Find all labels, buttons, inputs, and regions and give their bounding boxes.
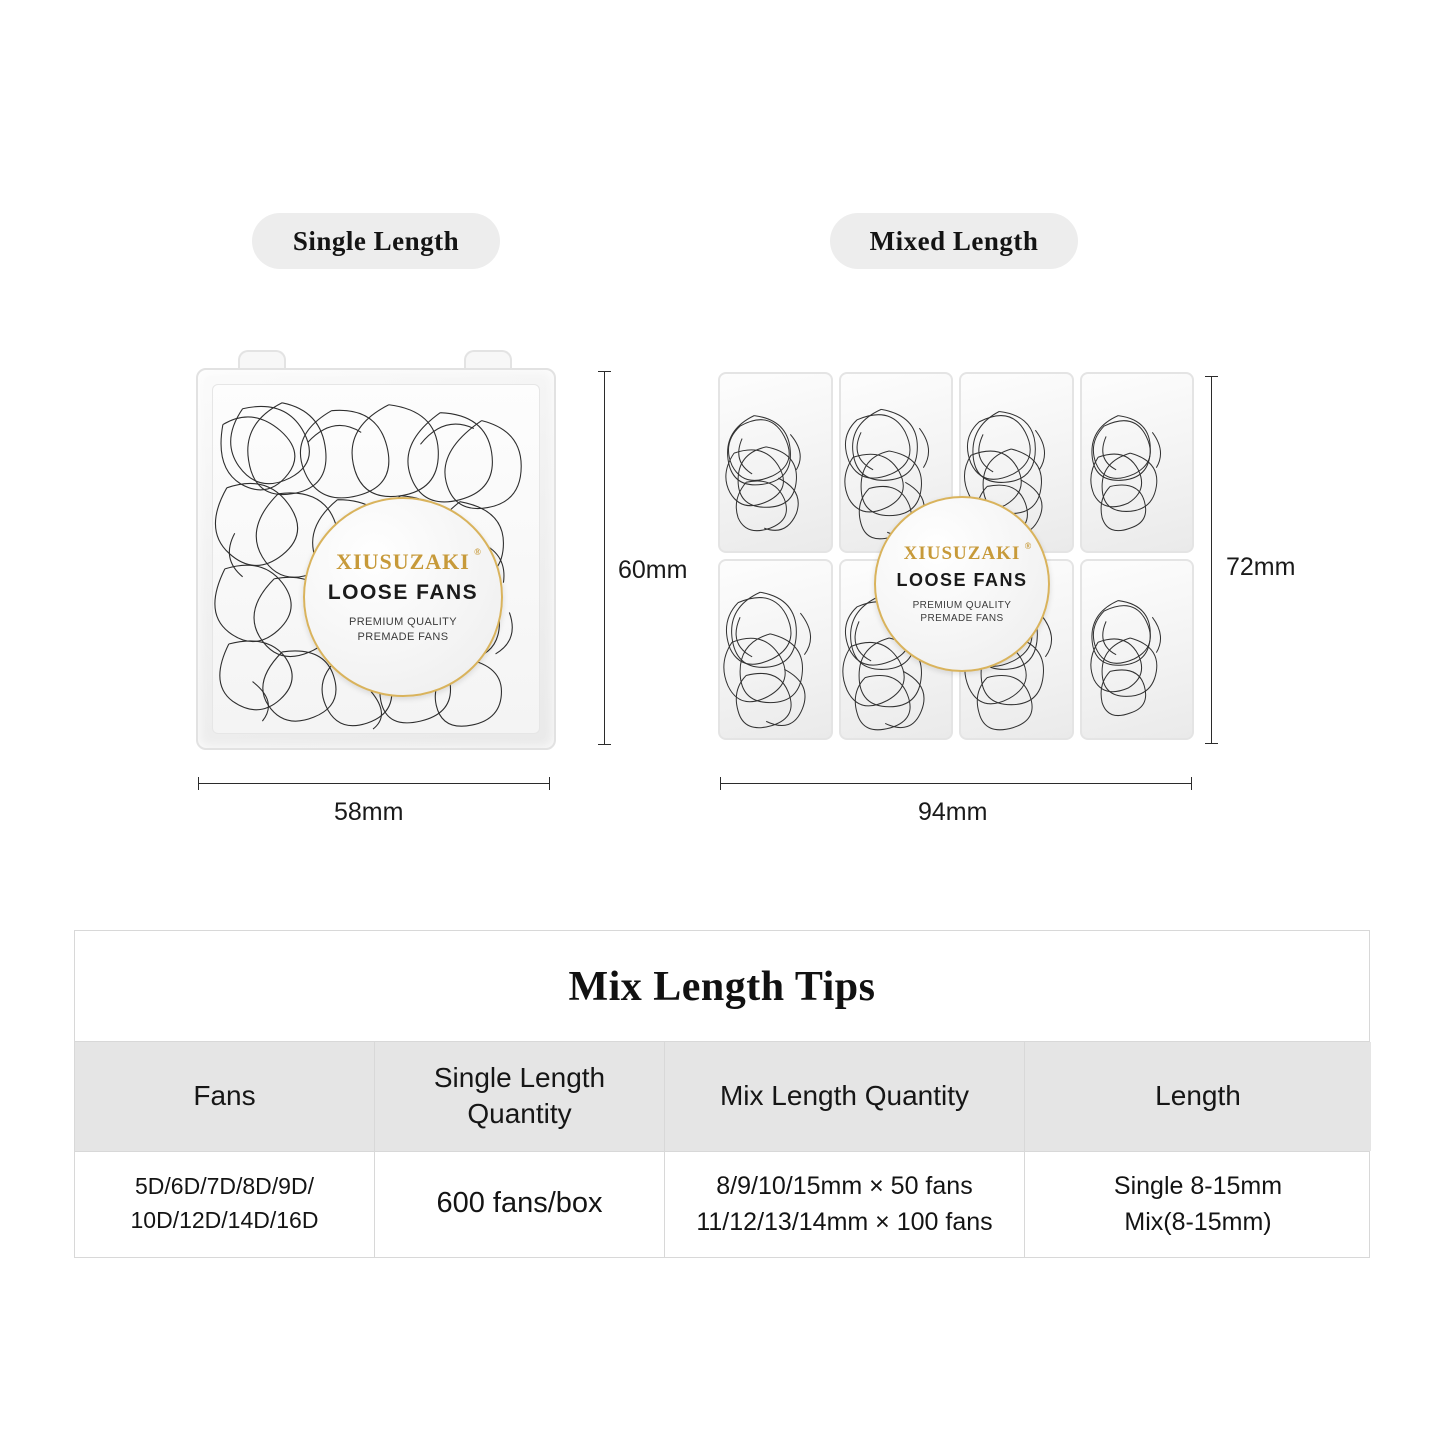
label-single-length	[252, 213, 500, 269]
trademark-symbol: ®	[474, 547, 482, 558]
single-width-label: 58mm	[334, 798, 404, 826]
single-box-case	[196, 368, 556, 750]
mixed-height-cap-top	[1205, 376, 1218, 377]
single-height-cap-top	[598, 371, 611, 372]
brand-sticker-mixed	[874, 496, 1050, 672]
sticker-subtitle-2: PREMADE FANS	[357, 631, 449, 643]
single-length-box-image	[196, 350, 556, 750]
sticker-subtitle-2: PREMADE FANS	[920, 613, 1004, 624]
cell-fans-line2: 10D/12D/14D/16D	[130, 1207, 319, 1234]
cell-length-line2: Mix(8-15mm)	[1124, 1208, 1272, 1237]
mixed-width-label: 94mm	[918, 798, 988, 826]
lash-fans-cluster	[720, 374, 831, 551]
compartment	[718, 372, 833, 553]
cell-mix-quantity-line2: 11/12/13/14mm × 100 fans	[696, 1208, 993, 1237]
cell-length-line1: Single 8-15mm	[1113, 1171, 1283, 1200]
brand-name	[903, 540, 1033, 565]
label-mixed-length	[830, 213, 1078, 269]
product-name: LOOSE FANS	[896, 569, 1028, 590]
table-row	[75, 1152, 1369, 1257]
single-box-interior	[212, 384, 540, 734]
label-single-length-text: Single Length	[292, 225, 460, 256]
single-width-cap-right	[549, 777, 550, 790]
cell-mix-quantity	[665, 1152, 1025, 1257]
mixed-height-label: 72mm	[1226, 553, 1296, 581]
mix-length-tips-table	[74, 930, 1370, 1258]
table-title: Mix Length Tips	[75, 931, 1369, 1042]
trademark-symbol: ®	[1024, 540, 1033, 551]
header-length: Length	[1025, 1042, 1371, 1151]
mixed-length-box-image	[718, 372, 1194, 740]
single-height-label: 60mm	[618, 556, 688, 584]
brand-name-text: XIUSUZAKI	[903, 542, 1021, 564]
table-header-row	[75, 1042, 1369, 1152]
single-height-dim-line	[604, 371, 605, 745]
brand-sticker-single	[303, 497, 503, 697]
mixed-width-cap-left	[720, 777, 721, 790]
lash-fans-cluster	[720, 561, 831, 738]
sticker-subtitle-1: PREMIUM QUALITY	[348, 616, 458, 629]
mixed-width-dim-line	[720, 783, 1192, 784]
sticker-subtitle-1: PREMIUM QUALITY	[912, 599, 1012, 611]
cell-mix-quantity-line1: 8/9/10/15mm × 50 fans	[716, 1171, 973, 1200]
cell-length	[1025, 1152, 1371, 1257]
compartment	[1080, 559, 1195, 740]
cell-fans	[75, 1152, 375, 1257]
header-single-length-quantity: Single Length Quantity	[375, 1042, 665, 1151]
cell-fans-line1: 5D/6D/7D/8D/9D/	[135, 1173, 314, 1200]
single-width-cap-left	[198, 777, 199, 790]
header-mix-length-quantity: Mix Length Quantity	[665, 1042, 1025, 1151]
mixed-width-cap-right	[1191, 777, 1192, 790]
compartment	[1080, 372, 1195, 553]
single-width-dim-line	[198, 783, 550, 784]
mixed-height-cap-bottom	[1205, 743, 1218, 744]
single-height-cap-bottom	[598, 744, 611, 745]
lash-fans-cluster	[1082, 561, 1193, 738]
product-name: LOOSE FANS	[327, 581, 479, 605]
lash-fans-cluster	[1082, 374, 1193, 551]
header-fans: Fans	[75, 1042, 375, 1151]
compartment	[718, 559, 833, 740]
brand-name-text: XIUSUZAKI	[336, 549, 470, 575]
cell-single-quantity: 600 fans/box	[375, 1152, 665, 1257]
brand-name	[336, 547, 482, 575]
label-mixed-length-text: Mixed Length	[869, 225, 1039, 256]
mixed-height-dim-line	[1211, 376, 1212, 744]
